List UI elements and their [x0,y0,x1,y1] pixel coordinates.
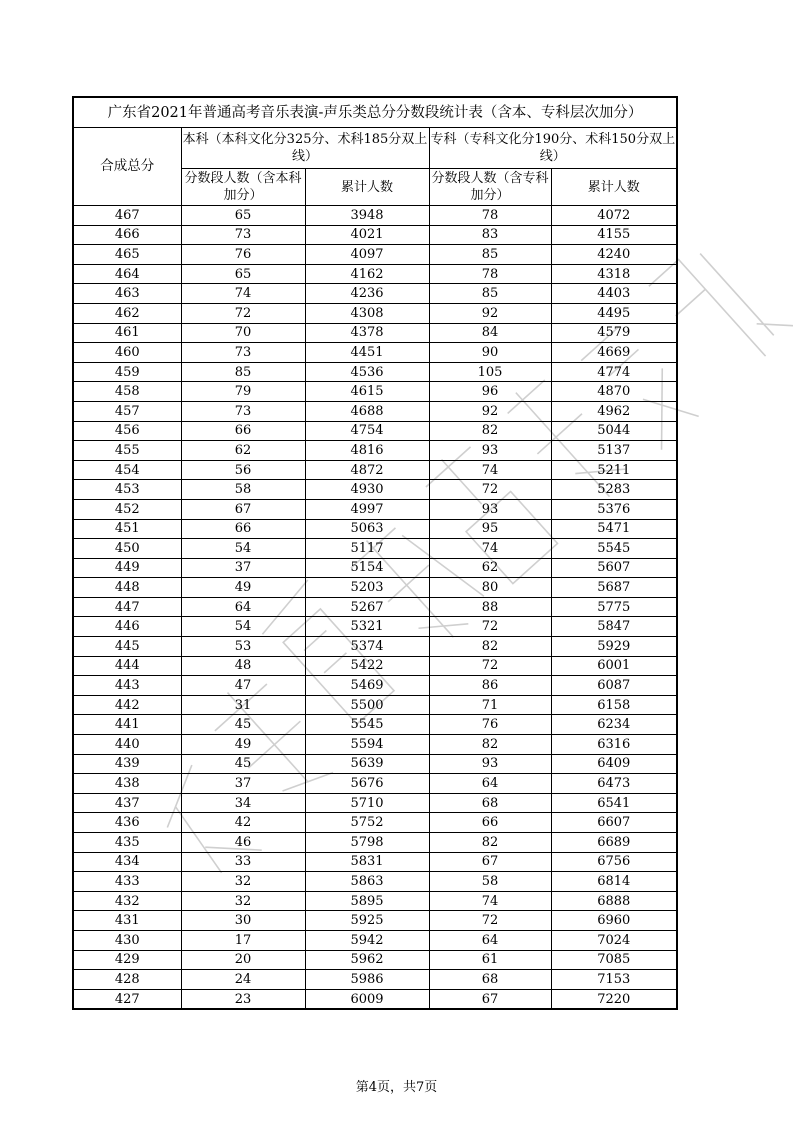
junior-cumulative-cell: 5607 [551,558,677,578]
junior-cumulative-cell: 5283 [551,480,677,500]
total-score-cell: 459 [73,362,181,382]
junior-count-cell: 74 [429,460,551,480]
junior-count-cell: 67 [429,989,551,1009]
total-score-cell: 444 [73,656,181,676]
total-score-cell: 428 [73,970,181,990]
undergrad-cumulative-cell: 5203 [305,578,429,598]
table-row [73,735,677,755]
total-score-cell: 439 [73,754,181,774]
undergrad-count-cell: 20 [181,950,305,970]
total-score-cell: 456 [73,421,181,441]
undergrad-count-cell: 31 [181,695,305,715]
table-row [73,284,677,304]
undergrad-cumulative-cell: 5063 [305,519,429,539]
undergrad-cumulative-cell: 5676 [305,774,429,794]
undergrad-cumulative-cell: 4162 [305,264,429,284]
undergrad-cumulative-cell: 5267 [305,597,429,617]
undergrad-count-cell: 85 [181,362,305,382]
junior-cumulative-cell: 6960 [551,911,677,931]
junior-cumulative-cell: 6001 [551,656,677,676]
table-row [73,597,677,617]
junior-count-cell: 82 [429,421,551,441]
undergrad-cumulative-cell: 5422 [305,656,429,676]
junior-cumulative-cell: 6541 [551,793,677,813]
junior-count-cell: 66 [429,813,551,833]
undergrad-count-cell: 67 [181,499,305,519]
junior-count-cell: 93 [429,441,551,461]
junior-count-cell: 95 [429,519,551,539]
total-score-cell: 447 [73,597,181,617]
header-junior-cumulative: 累计人数 [551,169,677,206]
table-row [73,362,677,382]
junior-count-cell: 82 [429,833,551,853]
undergrad-count-cell: 48 [181,656,305,676]
junior-cumulative-cell: 4495 [551,303,677,323]
undergrad-cumulative-cell: 5942 [305,930,429,950]
junior-cumulative-cell: 4774 [551,362,677,382]
junior-cumulative-cell: 6756 [551,852,677,872]
junior-count-cell: 92 [429,303,551,323]
table-row [73,558,677,578]
undergrad-cumulative-cell: 4536 [305,362,429,382]
junior-count-cell: 93 [429,754,551,774]
header-junior-count: 分数段人数（含专科加分） [429,169,551,206]
undergrad-cumulative-cell: 5798 [305,833,429,853]
total-score-cell: 446 [73,617,181,637]
undergrad-cumulative-cell: 5594 [305,735,429,755]
table-row [73,578,677,598]
undergrad-cumulative-cell: 5321 [305,617,429,637]
junior-count-cell: 105 [429,362,551,382]
score-distribution-table [72,96,678,1010]
table-row [73,480,677,500]
table-row [73,833,677,853]
total-score-cell: 431 [73,911,181,931]
junior-count-cell: 68 [429,970,551,990]
junior-count-cell: 78 [429,264,551,284]
junior-count-cell: 88 [429,597,551,617]
table-row [73,519,677,539]
table-row [73,264,677,284]
total-score-cell: 435 [73,833,181,853]
undergrad-count-cell: 72 [181,303,305,323]
table-row [73,950,677,970]
undergrad-cumulative-cell: 4021 [305,225,429,245]
junior-cumulative-cell: 6158 [551,695,677,715]
junior-cumulative-cell: 7024 [551,930,677,950]
junior-cumulative-cell: 4403 [551,284,677,304]
junior-count-cell: 72 [429,911,551,931]
table-row [73,852,677,872]
total-score-cell: 443 [73,676,181,696]
total-score-cell: 440 [73,735,181,755]
page-footer: 第4页，共7页 [355,1080,438,1095]
undergrad-cumulative-cell: 6009 [305,989,429,1009]
junior-count-cell: 96 [429,382,551,402]
table-row [73,206,677,226]
junior-cumulative-cell: 7085 [551,950,677,970]
junior-cumulative-cell: 6473 [551,774,677,794]
total-score-cell: 441 [73,715,181,735]
undergrad-count-cell: 42 [181,813,305,833]
undergrad-count-cell: 66 [181,519,305,539]
table-row [73,245,677,265]
junior-count-cell: 78 [429,206,551,226]
undergrad-cumulative-cell: 4872 [305,460,429,480]
undergrad-count-cell: 37 [181,558,305,578]
undergrad-count-cell: 49 [181,735,305,755]
junior-cumulative-cell: 5137 [551,441,677,461]
total-score-cell: 448 [73,578,181,598]
undergrad-count-cell: 17 [181,930,305,950]
undergrad-count-cell: 64 [181,597,305,617]
total-score-cell: 463 [73,284,181,304]
table-row [73,441,677,461]
junior-count-cell: 93 [429,499,551,519]
total-score-cell: 450 [73,539,181,559]
junior-count-cell: 82 [429,735,551,755]
junior-cumulative-cell: 4962 [551,401,677,421]
total-score-cell: 466 [73,225,181,245]
total-score-cell: 467 [73,206,181,226]
undergrad-count-cell: 70 [181,323,305,343]
undergrad-count-cell: 54 [181,617,305,637]
total-score-cell: 453 [73,480,181,500]
total-score-cell: 460 [73,343,181,363]
total-score-cell: 465 [73,245,181,265]
undergrad-cumulative-cell: 3948 [305,206,429,226]
junior-cumulative-cell: 5044 [551,421,677,441]
header-junior-group: 专科（专科文化分190分、术科150分双上线） [429,128,677,169]
total-score-cell: 457 [73,401,181,421]
table-row [73,715,677,735]
undergrad-count-cell: 32 [181,891,305,911]
table-row [73,382,677,402]
junior-cumulative-cell: 4579 [551,323,677,343]
undergrad-cumulative-cell: 5895 [305,891,429,911]
junior-count-cell: 72 [429,656,551,676]
total-score-cell: 458 [73,382,181,402]
undergrad-cumulative-cell: 5154 [305,558,429,578]
undergrad-cumulative-cell: 4997 [305,499,429,519]
junior-count-cell: 68 [429,793,551,813]
total-score-cell: 461 [73,323,181,343]
junior-cumulative-cell: 5847 [551,617,677,637]
table-row [73,891,677,911]
junior-cumulative-cell: 5545 [551,539,677,559]
table-row [73,656,677,676]
table-row [73,872,677,892]
table-row [73,539,677,559]
total-score-cell: 445 [73,637,181,657]
junior-count-cell: 61 [429,950,551,970]
total-score-cell: 429 [73,950,181,970]
undergrad-count-cell: 56 [181,460,305,480]
junior-cumulative-cell: 6087 [551,676,677,696]
junior-count-cell: 84 [429,323,551,343]
junior-cumulative-cell: 4669 [551,343,677,363]
undergrad-count-cell: 23 [181,989,305,1009]
undergrad-count-cell: 79 [181,382,305,402]
junior-cumulative-cell: 6607 [551,813,677,833]
undergrad-count-cell: 24 [181,970,305,990]
junior-cumulative-cell: 6814 [551,872,677,892]
table-row [73,421,677,441]
junior-count-cell: 86 [429,676,551,696]
undergrad-cumulative-cell: 4378 [305,323,429,343]
junior-count-cell: 64 [429,930,551,950]
table-row [73,774,677,794]
table-row [73,499,677,519]
table-row [73,970,677,990]
table-row [73,989,677,1009]
junior-count-cell: 90 [429,343,551,363]
total-score-cell: 438 [73,774,181,794]
undergrad-count-cell: 65 [181,206,305,226]
header-undergrad-group: 本科（本科文化分325分、术科185分双上线） [181,128,429,169]
header-undergrad-count: 分数段人数（含本科加分） [181,169,305,206]
header-undergrad-cumulative: 累计人数 [305,169,429,206]
undergrad-cumulative-cell: 5374 [305,637,429,657]
junior-cumulative-cell: 5687 [551,578,677,598]
junior-cumulative-cell: 5929 [551,637,677,657]
table-row [73,793,677,813]
undergrad-count-cell: 34 [181,793,305,813]
undergrad-count-cell: 73 [181,401,305,421]
junior-count-cell: 74 [429,891,551,911]
table-row [73,460,677,480]
undergrad-count-cell: 62 [181,441,305,461]
junior-count-cell: 80 [429,578,551,598]
undergrad-count-cell: 73 [181,225,305,245]
total-score-cell: 432 [73,891,181,911]
table-row [73,225,677,245]
junior-cumulative-cell: 6409 [551,754,677,774]
undergrad-cumulative-cell: 5710 [305,793,429,813]
undergrad-cumulative-cell: 4615 [305,382,429,402]
junior-count-cell: 85 [429,284,551,304]
undergrad-cumulative-cell: 5500 [305,695,429,715]
junior-count-cell: 71 [429,695,551,715]
table-row [73,637,677,657]
total-score-cell: 455 [73,441,181,461]
total-score-cell: 452 [73,499,181,519]
junior-cumulative-cell: 4318 [551,264,677,284]
undergrad-cumulative-cell: 4236 [305,284,429,304]
junior-count-cell: 85 [429,245,551,265]
undergrad-cumulative-cell: 4451 [305,343,429,363]
table-row [73,930,677,950]
junior-cumulative-cell: 7153 [551,970,677,990]
table-row [73,617,677,637]
undergrad-count-cell: 32 [181,872,305,892]
table-row [73,303,677,323]
undergrad-cumulative-cell: 5986 [305,970,429,990]
junior-count-cell: 82 [429,637,551,657]
undergrad-count-cell: 37 [181,774,305,794]
undergrad-cumulative-cell: 5117 [305,539,429,559]
junior-cumulative-cell: 5211 [551,460,677,480]
total-score-cell: 454 [73,460,181,480]
undergrad-cumulative-cell: 5752 [305,813,429,833]
undergrad-cumulative-cell: 5469 [305,676,429,696]
junior-cumulative-cell: 4072 [551,206,677,226]
undergrad-count-cell: 49 [181,578,305,598]
header-total-score: 合成总分 [73,128,181,206]
table-row [73,754,677,774]
undergrad-count-cell: 73 [181,343,305,363]
undergrad-count-cell: 33 [181,852,305,872]
junior-cumulative-cell: 6888 [551,891,677,911]
undergrad-count-cell: 30 [181,911,305,931]
junior-cumulative-cell: 5471 [551,519,677,539]
undergrad-count-cell: 47 [181,676,305,696]
undergrad-count-cell: 53 [181,637,305,657]
junior-count-cell: 74 [429,539,551,559]
total-score-cell: 427 [73,989,181,1009]
undergrad-cumulative-cell: 5863 [305,872,429,892]
junior-cumulative-cell: 6316 [551,735,677,755]
junior-cumulative-cell: 5775 [551,597,677,617]
undergrad-count-cell: 66 [181,421,305,441]
undergrad-count-cell: 54 [181,539,305,559]
total-score-cell: 434 [73,852,181,872]
undergrad-cumulative-cell: 4816 [305,441,429,461]
junior-count-cell: 72 [429,617,551,637]
undergrad-count-cell: 76 [181,245,305,265]
junior-cumulative-cell: 4240 [551,245,677,265]
undergrad-cumulative-cell: 5639 [305,754,429,774]
total-score-cell: 462 [73,303,181,323]
undergrad-cumulative-cell: 5925 [305,911,429,931]
table-title: 广东省2021年普通高考音乐表演-声乐类总分分数段统计表（含本、专科层次加分） [73,97,677,128]
undergrad-count-cell: 58 [181,480,305,500]
total-score-cell: 430 [73,930,181,950]
undergrad-cumulative-cell: 5831 [305,852,429,872]
undergrad-count-cell: 65 [181,264,305,284]
junior-count-cell: 62 [429,558,551,578]
table-row [73,676,677,696]
total-score-cell: 449 [73,558,181,578]
table-row [73,343,677,363]
junior-count-cell: 67 [429,852,551,872]
undergrad-cumulative-cell: 5545 [305,715,429,735]
total-score-cell: 433 [73,872,181,892]
junior-count-cell: 76 [429,715,551,735]
junior-count-cell: 92 [429,401,551,421]
undergrad-count-cell: 45 [181,715,305,735]
table-row [73,401,677,421]
total-score-cell: 437 [73,793,181,813]
junior-cumulative-cell: 6234 [551,715,677,735]
total-score-cell: 442 [73,695,181,715]
junior-count-cell: 72 [429,480,551,500]
undergrad-count-cell: 74 [181,284,305,304]
total-score-cell: 436 [73,813,181,833]
undergrad-cumulative-cell: 4308 [305,303,429,323]
table-row [73,911,677,931]
junior-cumulative-cell: 6689 [551,833,677,853]
undergrad-cumulative-cell: 5962 [305,950,429,970]
junior-count-cell: 83 [429,225,551,245]
junior-count-cell: 58 [429,872,551,892]
junior-cumulative-cell: 5376 [551,499,677,519]
junior-cumulative-cell: 4870 [551,382,677,402]
table-row [73,813,677,833]
junior-count-cell: 64 [429,774,551,794]
table-row [73,323,677,343]
undergrad-count-cell: 46 [181,833,305,853]
undergrad-cumulative-cell: 4097 [305,245,429,265]
junior-cumulative-cell: 7220 [551,989,677,1009]
total-score-cell: 451 [73,519,181,539]
junior-cumulative-cell: 4155 [551,225,677,245]
undergrad-cumulative-cell: 4754 [305,421,429,441]
undergrad-count-cell: 45 [181,754,305,774]
undergrad-cumulative-cell: 4930 [305,480,429,500]
table-row [73,695,677,715]
undergrad-cumulative-cell: 4688 [305,401,429,421]
total-score-cell: 464 [73,264,181,284]
